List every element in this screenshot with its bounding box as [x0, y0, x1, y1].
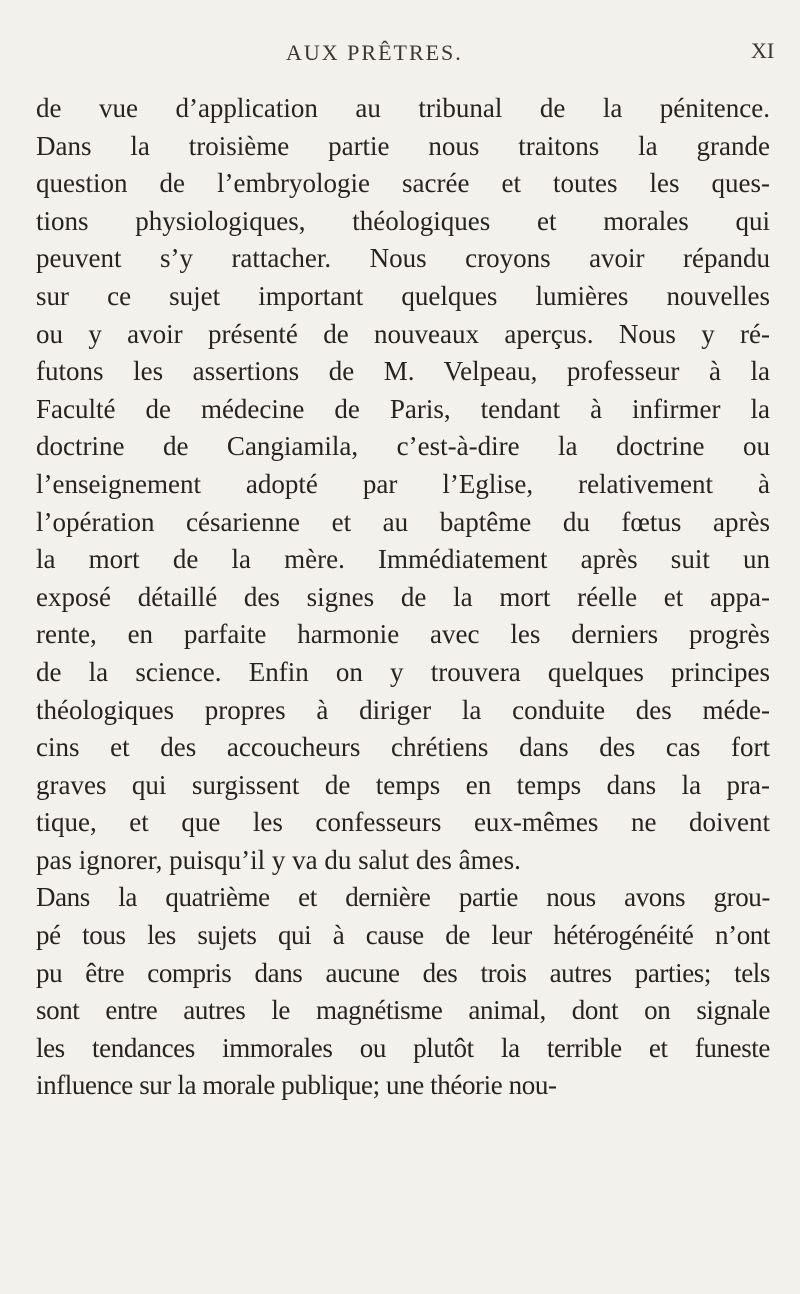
- text-line: question de l’embryologie sacrée et toutes les ques-: [36, 168, 770, 199]
- text-line: peuvent s’y rattacher. Nous croyons avoir répandu: [36, 243, 770, 274]
- text-line: cins et des accoucheurs chrétiens dans des cas fort: [36, 732, 770, 763]
- text-line: la mort de la mère. Immédiatement après suit un: [36, 544, 770, 575]
- text-line: de vue d’application au tribunal de la pénitence.: [36, 93, 770, 123]
- text-line: tique, et que les confesseurs eux-mêmes ne doivent: [36, 807, 770, 838]
- text-line: pé tous les sujets qui à cause de leur hétérogénéité n’ont: [36, 920, 770, 951]
- text-line: ou y avoir présenté de nouveaux aperçus. Nous y ré-: [36, 318, 770, 349]
- text-line: l’opération césarienne et au baptême du fœtus après: [36, 506, 770, 537]
- text-line: les tendances immorales ou plutôt la terrible et funeste: [36, 1032, 770, 1063]
- text-line: doctrine de Cangiamila, c’est-à-dire la doctrine ou: [36, 431, 770, 462]
- text-line: futons les assertions de M. Velpeau, professeur à la: [36, 356, 770, 387]
- text-line: rente, en parfaite harmonie avec les derniers progrès: [36, 619, 770, 650]
- text-line: sur ce sujet important quelques lumières nouvelles: [36, 280, 770, 311]
- text-line: tions physiologiques, théologiques et morales qui: [36, 205, 770, 236]
- text-line: sont entre autres le magnétisme animal, dont on signale: [36, 995, 770, 1026]
- text-line: Dans la troisième partie nous traitons la grande: [36, 130, 770, 161]
- text-line: influence sur la morale publique; une théorie nou-: [36, 1070, 557, 1101]
- text-line: pas ignorer, puisqu’il y va du salut des âmes.: [36, 844, 521, 875]
- running-title: AUX PRÊTRES.: [286, 40, 463, 65]
- body-text: [36, 90, 770, 1105]
- paragraph: [36, 879, 770, 1105]
- text-line: de la science. Enfin on y trouvera quelques principes: [36, 656, 770, 687]
- text-line: pu être compris dans aucune des trois autres parties; tels: [36, 957, 770, 988]
- page-number: XI: [751, 38, 775, 63]
- text-line: Dans la quatrième et dernière partie nous avons grou-: [36, 882, 770, 913]
- text-line: Faculté de médecine de Paris, tendant à infirmer la: [36, 393, 770, 424]
- text-line: exposé détaillé des signes de la mort réelle et appa-: [36, 581, 770, 612]
- paragraph: [36, 90, 770, 879]
- text-line: l’enseignement adopté par l’Eglise, relativement à: [36, 468, 770, 499]
- text-line: graves qui surgissent de temps en temps dans la pra-: [36, 769, 770, 800]
- text-line: théologiques propres à diriger la conduite des méde-: [36, 694, 770, 725]
